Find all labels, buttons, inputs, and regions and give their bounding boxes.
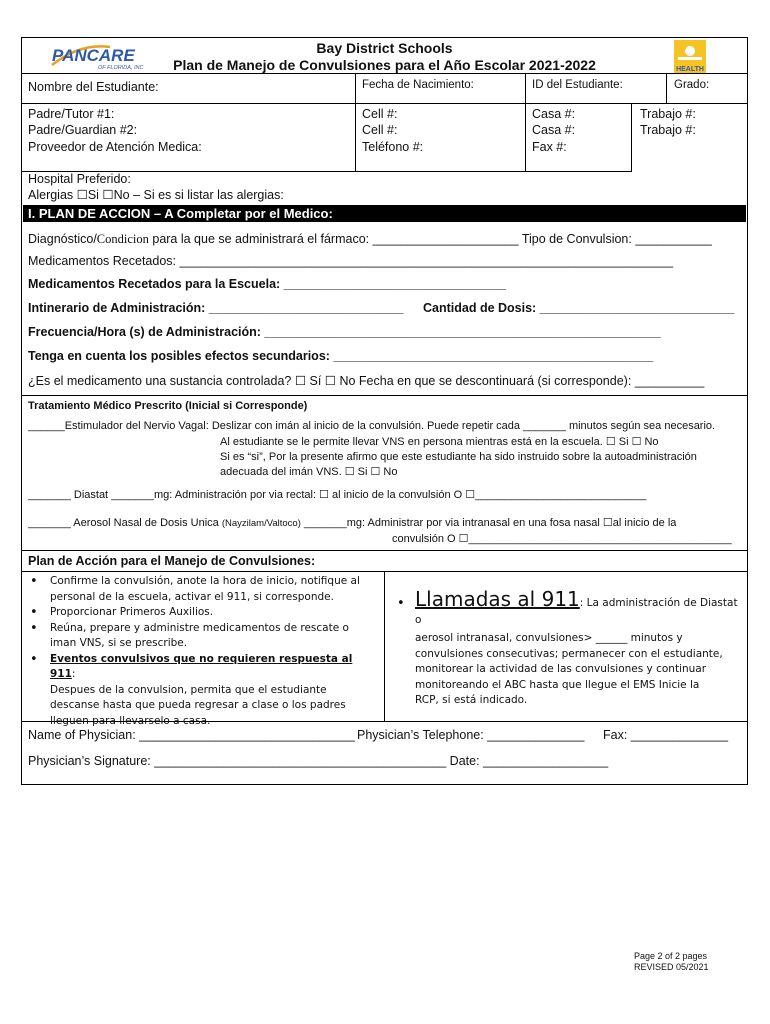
call-911-title: Llamadas al 911 (415, 587, 580, 611)
fax-label: Fax #: (532, 140, 567, 154)
nasal-line2: convulsión O ☐___________________________________________ (392, 533, 732, 545)
dose-line: Cantidad de Dosis: ____________________________ (423, 301, 735, 315)
section1-title: I. PLAN DE ACCION – A Completar por el Medico: (28, 206, 333, 221)
provider-label: Proveedor de Atención Medica: (28, 140, 202, 154)
cell1-label: Cell #: (362, 107, 398, 121)
seizure-plan-form (21, 37, 748, 785)
work1-label: Trabajo #: (640, 107, 696, 121)
call-911-lead: : La administración de Diastat o (415, 597, 738, 626)
action-item-3: • Reúna, prepare y administre medicamentos de rescate o iman VNS, si se prescribe. (28, 621, 374, 652)
parent2-label: Padre/Guardian #2: (28, 123, 138, 137)
parent1-label: Padre/Tutor #1: (28, 107, 115, 121)
treatment-title: Tratamiento Médico Prescrito (Inicial si Corresponde) (28, 400, 308, 412)
org-title: Bay District Schools (316, 40, 453, 56)
school-meds-line: Medicamentos Recetados para la Escuela: ________________________________ (28, 277, 507, 291)
physician-signature-line: Physician’s Signature: __________________________________________ Date: __________________ (28, 754, 609, 768)
diastat-line: _______ Diastat _______mg: Administración por via rectal: ☐ al inicio de la convulsión O ☐____________________________ (28, 489, 647, 501)
student-name-label: Nombre del Estudiante: (28, 80, 159, 94)
health-logo-text: HEALTH (676, 66, 704, 73)
side-effects-line: Tenga en cuenta los posibles efectos secundarios: ______________________________________________ (28, 349, 654, 363)
hospital-label: Hospital Preferido: (28, 172, 131, 186)
vns-line1: ______Estimulador del Nervio Vagal: Deslizar con imán al inicio de la convulsión. Puede repetir cada _______ minutos según sea necesario. (28, 420, 716, 432)
itinerary-line: Intinerario de Administración: ____________________________ (28, 301, 404, 315)
action-item-4: • Eventos convulsivos que no requieren respuesta al 911: Despues de la convulsion, permita que el estudiante descanse hasta que pueda regresar a clase o los padres lleguen para llevarselo a casa. (28, 652, 374, 730)
call-911-body: aerosol intranasal, convulsiones> ______ minutos y convulsiones consecutivas; permanecer con el estudiante, monitorear la actividad de las convulsiones y continuar monitoreando el ABC hasta que llegue el EMS Inicie la RCP, si está indicado. (415, 632, 723, 706)
grade-label: Grado: (674, 79, 710, 91)
physician-name-line: Name of Physician: _______________________________ (28, 728, 355, 742)
cell2-label: Cell #: (362, 123, 398, 137)
student-id-label: ID del Estudiante: (532, 79, 623, 91)
call-911-block: • Llamadas al 911: La administración de Diastat o aerosol intranasal, convulsiones> ______ minutos y convulsiones consecutivas; permanecer con el estudiante, monitorear la actividad de las convulsiones y continuar monitoreando el ABC hasta que llegue el EMS Inicie la RCP, si está indicado. (397, 591, 742, 709)
dob-label: Fecha de Nacimiento: (362, 79, 474, 91)
vns-line3: Si es “si”, Por la presente afirmo que este estudiante ha sido instruido sobre la autoadministración (220, 451, 697, 463)
home2-label: Casa #: (532, 123, 576, 137)
action-item-1: • Confirme la convulsión, anote la hora de inicio, notifique al personal de la escuela, activar el 911, si corresponde. (28, 574, 374, 605)
frequency-line: Frecuencia/Hora (s) de Administración: _________________________________________________________ (28, 325, 661, 339)
allergies-label: Alergias ☐Si ☐No – Si es si listar las alergias: (28, 188, 284, 202)
physician-fax-line: Fax: ______________ (603, 728, 729, 742)
action-plan-title: Plan de Acción para el Manejo de Convulsiones: (28, 554, 316, 568)
prescribed-meds-line: Medicamentos Recetados: _______________________________________________________________________ (28, 254, 674, 268)
pancare-logo-text: PANCARE (52, 46, 135, 65)
home1-label: Casa #: (532, 107, 576, 121)
work2-label: Trabajo #: (640, 123, 696, 137)
page-number: Page 2 of 2 pages (634, 951, 708, 961)
revised-date: REVISED 05/2021 (634, 962, 709, 972)
plan-title: Plan de Manejo de Convulsiones para el Año Escolar 2021-2022 (173, 57, 596, 73)
pancare-logo-subtext: OF FLORIDA, INC (98, 65, 144, 71)
phone-label: Teléfono #: (362, 140, 424, 154)
diagnosis-line: Diagnóstico/Condicion para la que se administrará el fármaco: _____________________ Tipo de Convulsion: ___________ (28, 232, 712, 246)
nasal-line1: _______ Aerosol Nasal de Dosis Unica (Nayzilam/Valtoco) _______mg: Administrar por via intranasal en una fosa nasal ☐al inicio de la (28, 517, 677, 529)
action-item-2: • Proporcionar Primeros Auxilios. (28, 605, 374, 621)
action-list (28, 574, 374, 729)
controlled-substance-line: ¿Es el medicamento una sustancia controlada? ☐ Sí ☐ No Fecha en que se descontinuará (si corresponde): __________ (28, 374, 705, 388)
vns-line4: adecuada del imán VNS. ☐ Si ☐ No (220, 466, 398, 478)
physician-telephone-line: Physician’s Telephone: ______________ (357, 728, 585, 742)
vns-line2: Al estudiante se le permite llevar VNS en persona mientras está en la escuela. ☐ Si ☐ No (220, 436, 659, 448)
